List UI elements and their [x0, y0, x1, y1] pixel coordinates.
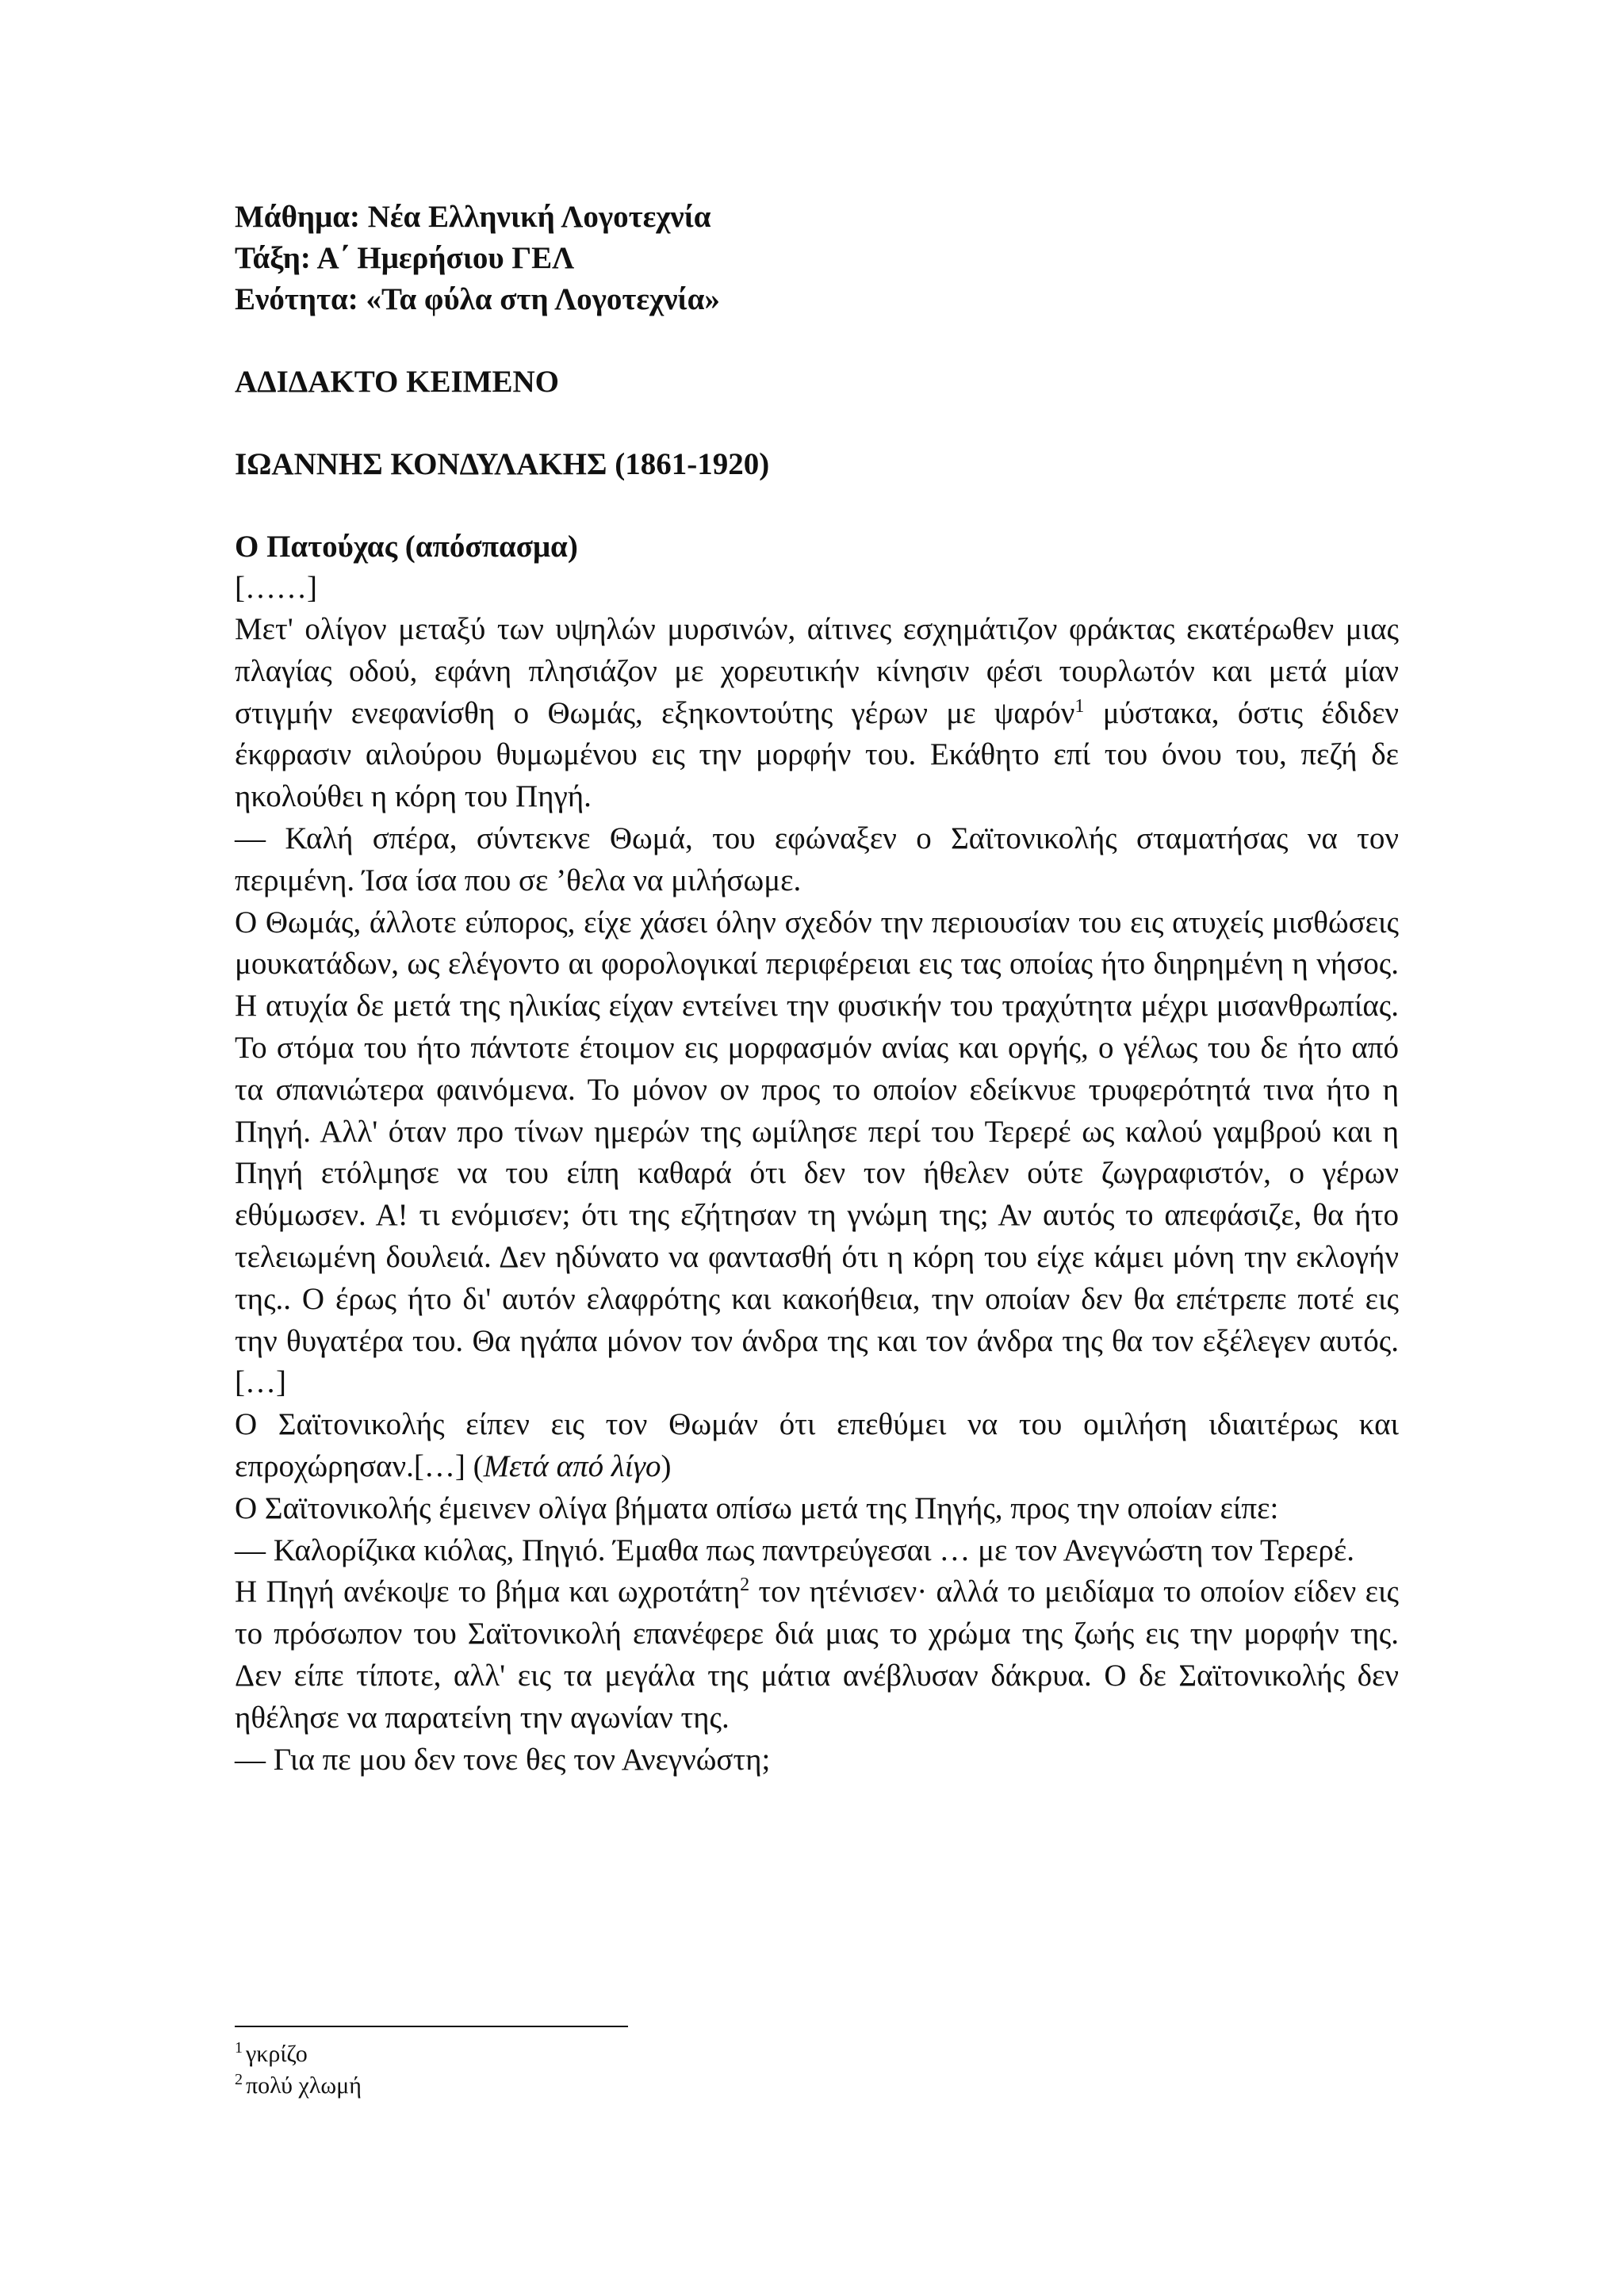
unit-line: Ενότητα: «Τα φύλα στη Λογοτεχνία» [235, 282, 720, 316]
paragraph-5: Ο Σαϊτονικολής έμεινεν ολίγα βήματα οπίσω μετά της Πηγής, προς την οποίαν είπε: [235, 1490, 1279, 1525]
footnotes [235, 2026, 790, 2102]
paragraph-1 [235, 609, 1399, 818]
footnote-ref-1: 1 [1074, 695, 1085, 717]
lesson-line: Μάθημα: Νέα Ελληνική Λογοτεχνία [235, 200, 711, 234]
paragraph-1-part-b: μύστακα, όστις έδιδεν έκφρασιν αιλούρου θυμωμένου εις την μορφήν του. Εκάθητο επί του όνου του, πεζή δε ηκολούθει η κόρη του Πηγή. [235, 695, 1399, 814]
paragraph-1-part-a: Μετ' ολίγον μεταξύ των υψηλών μυρσινών, αίτινες εσχημάτιζον φράκτας εκατέρωθεν μιας πλαγίας οδού, εφάνη πλησιάζον με χορευτικήν κίνησιν φέσι τουρλωτόν και μετά μίαν στιγμήν ενεφανίσθη ο Θωμάς, εξηκοντούτης γέρων με ψαρόν [235, 612, 1399, 730]
footnote-number: 1 [235, 2039, 243, 2057]
class-line: Τάξη: Α΄ Ημερήσιου ΓΕΛ [235, 241, 575, 275]
text-body [235, 609, 1399, 1781]
stage-direction: Μετά από λίγο [483, 1448, 661, 1483]
footnote-number: 2 [235, 2071, 243, 2088]
document-page [235, 197, 1399, 1781]
footnote-text: πολύ χλωμή [246, 2072, 362, 2099]
paragraph-7-part-b: τον ητένισεν· αλλά το μειδίαμα το οποίον είδεν εις το πρόσωπον του Σαϊτονικολή επανέφερε διά μιας το χρώμα της ζωής εις την μορφήν της. Δεν είπε τίποτε, αλλ' εις τα μεγάλα της μάτια ανέβλυσαν δάκρυα. Ο δε Σαϊτονικολής δεν ηθέλησε να παρατείνη την αγωνίαν της. [235, 1575, 1399, 1735]
paragraph-7 [235, 1571, 1399, 1739]
paragraph-4 [235, 1404, 1399, 1488]
author-heading: ΙΩΑΝΝΗΣ ΚΟΝΔΥΛΑΚΗΣ (1861-1920) [235, 447, 770, 481]
paragraph-3: Ο Θωμάς, άλλοτε εύπορος, είχε χάσει όλην σχεδόν την περιουσίαν του εις ατυχείς μισθώσεις μουκατάδων, ως ελέγοντο αι φορολογικαί περιφέρειαι εις τας οποίας ήτο διηρημένη η νήσος. Η ατυχία δε μετά της ηλικίας είχαν εντείνει την φυσικήν του τραχύτητα μέχρι μισανθρωπίας. Το στόμα του ήτο πάντοτε έτοιμον εις μορφασμόν ανίας και οργής, ο γέλως του δε ήτο από τα σπανιώτερα φαινόμενα. Το μόνον ον προς το οποίον εδείκνυε τρυφερότητά τινα ήτο η Πηγή. Αλλ' όταν προ τίνων ημερών της ωμίλησε περί του Τερερέ ως καλού γαμβρού και η Πηγή ετόλμησε να του είπη καθαρά ότι δεν τον ήθελεν ούτε ζωγραφιστόν, ο γέρων εθύμωσεν. Α! τι ενόμισεν; ότι της εζήτησαν τη γνώμη της; Αν αυτός το απεφάσιζε, θα ήτο τελειωμένη δουλειά. Δεν ηδύνατο να φαντασθή ότι η κόρη του είχε κάμει μόνη την εκλογήν της.. Ο έρως ήτο δι' αυτόν ελαφρότης και κακοήθεια, την οποίαν δεν θα επέτρεπε ποτέ εις την θυγατέρα του. Θα ηγάπα μόνον τον άνδρα της και τον άνδρα της θα τον εξέλεγεν αυτός. […] [235, 905, 1399, 1400]
footnote-ref-2: 2 [740, 1575, 750, 1596]
paragraph-4-part-a: Ο Σαϊτονικολής είπεν εις τον Θωμάν ότι επεθύμει να του ομιλήση ιδιαιτέρως και επροχώρησαν.[…] ( [235, 1407, 1399, 1483]
paragraph-2: — Καλή σπέρα, σύντεκνε Θωμά, του εφώναξεν ο Σαϊτονικολής σταματήσας να τον περιμένη. Ίσα ίσα που σε ’θελα να μιλήσωμε. [235, 821, 1399, 897]
opening-ellipsis: [……] [235, 571, 317, 605]
footnote-divider [235, 2026, 628, 2027]
paragraph-7-part-a: Η Πηγή ανέκοψε το βήμα και ωχροτάτη [235, 1575, 741, 1609]
section-title: ΑΔΙΔΑΚΤΟ ΚΕΙΜΕΝΟ [235, 365, 559, 399]
work-title: Ο Πατούχας (απόσπασμα) [235, 530, 578, 564]
footnote-2 [235, 2070, 790, 2102]
footnote-text: γκρίζο [246, 2041, 308, 2067]
paragraph-6: — Καλορίζικα κιόλας, Πηγιό. Έμαθα πως παντρεύγεσαι … με τον Ανεγνώστη τον Τερερέ. [235, 1533, 1354, 1567]
footnote-1 [235, 2038, 790, 2070]
paragraph-8: — Για πε μου δεν τονε θες τον Ανεγνώστη; [235, 1742, 771, 1777]
paragraph-4-part-b: ) [661, 1448, 672, 1483]
